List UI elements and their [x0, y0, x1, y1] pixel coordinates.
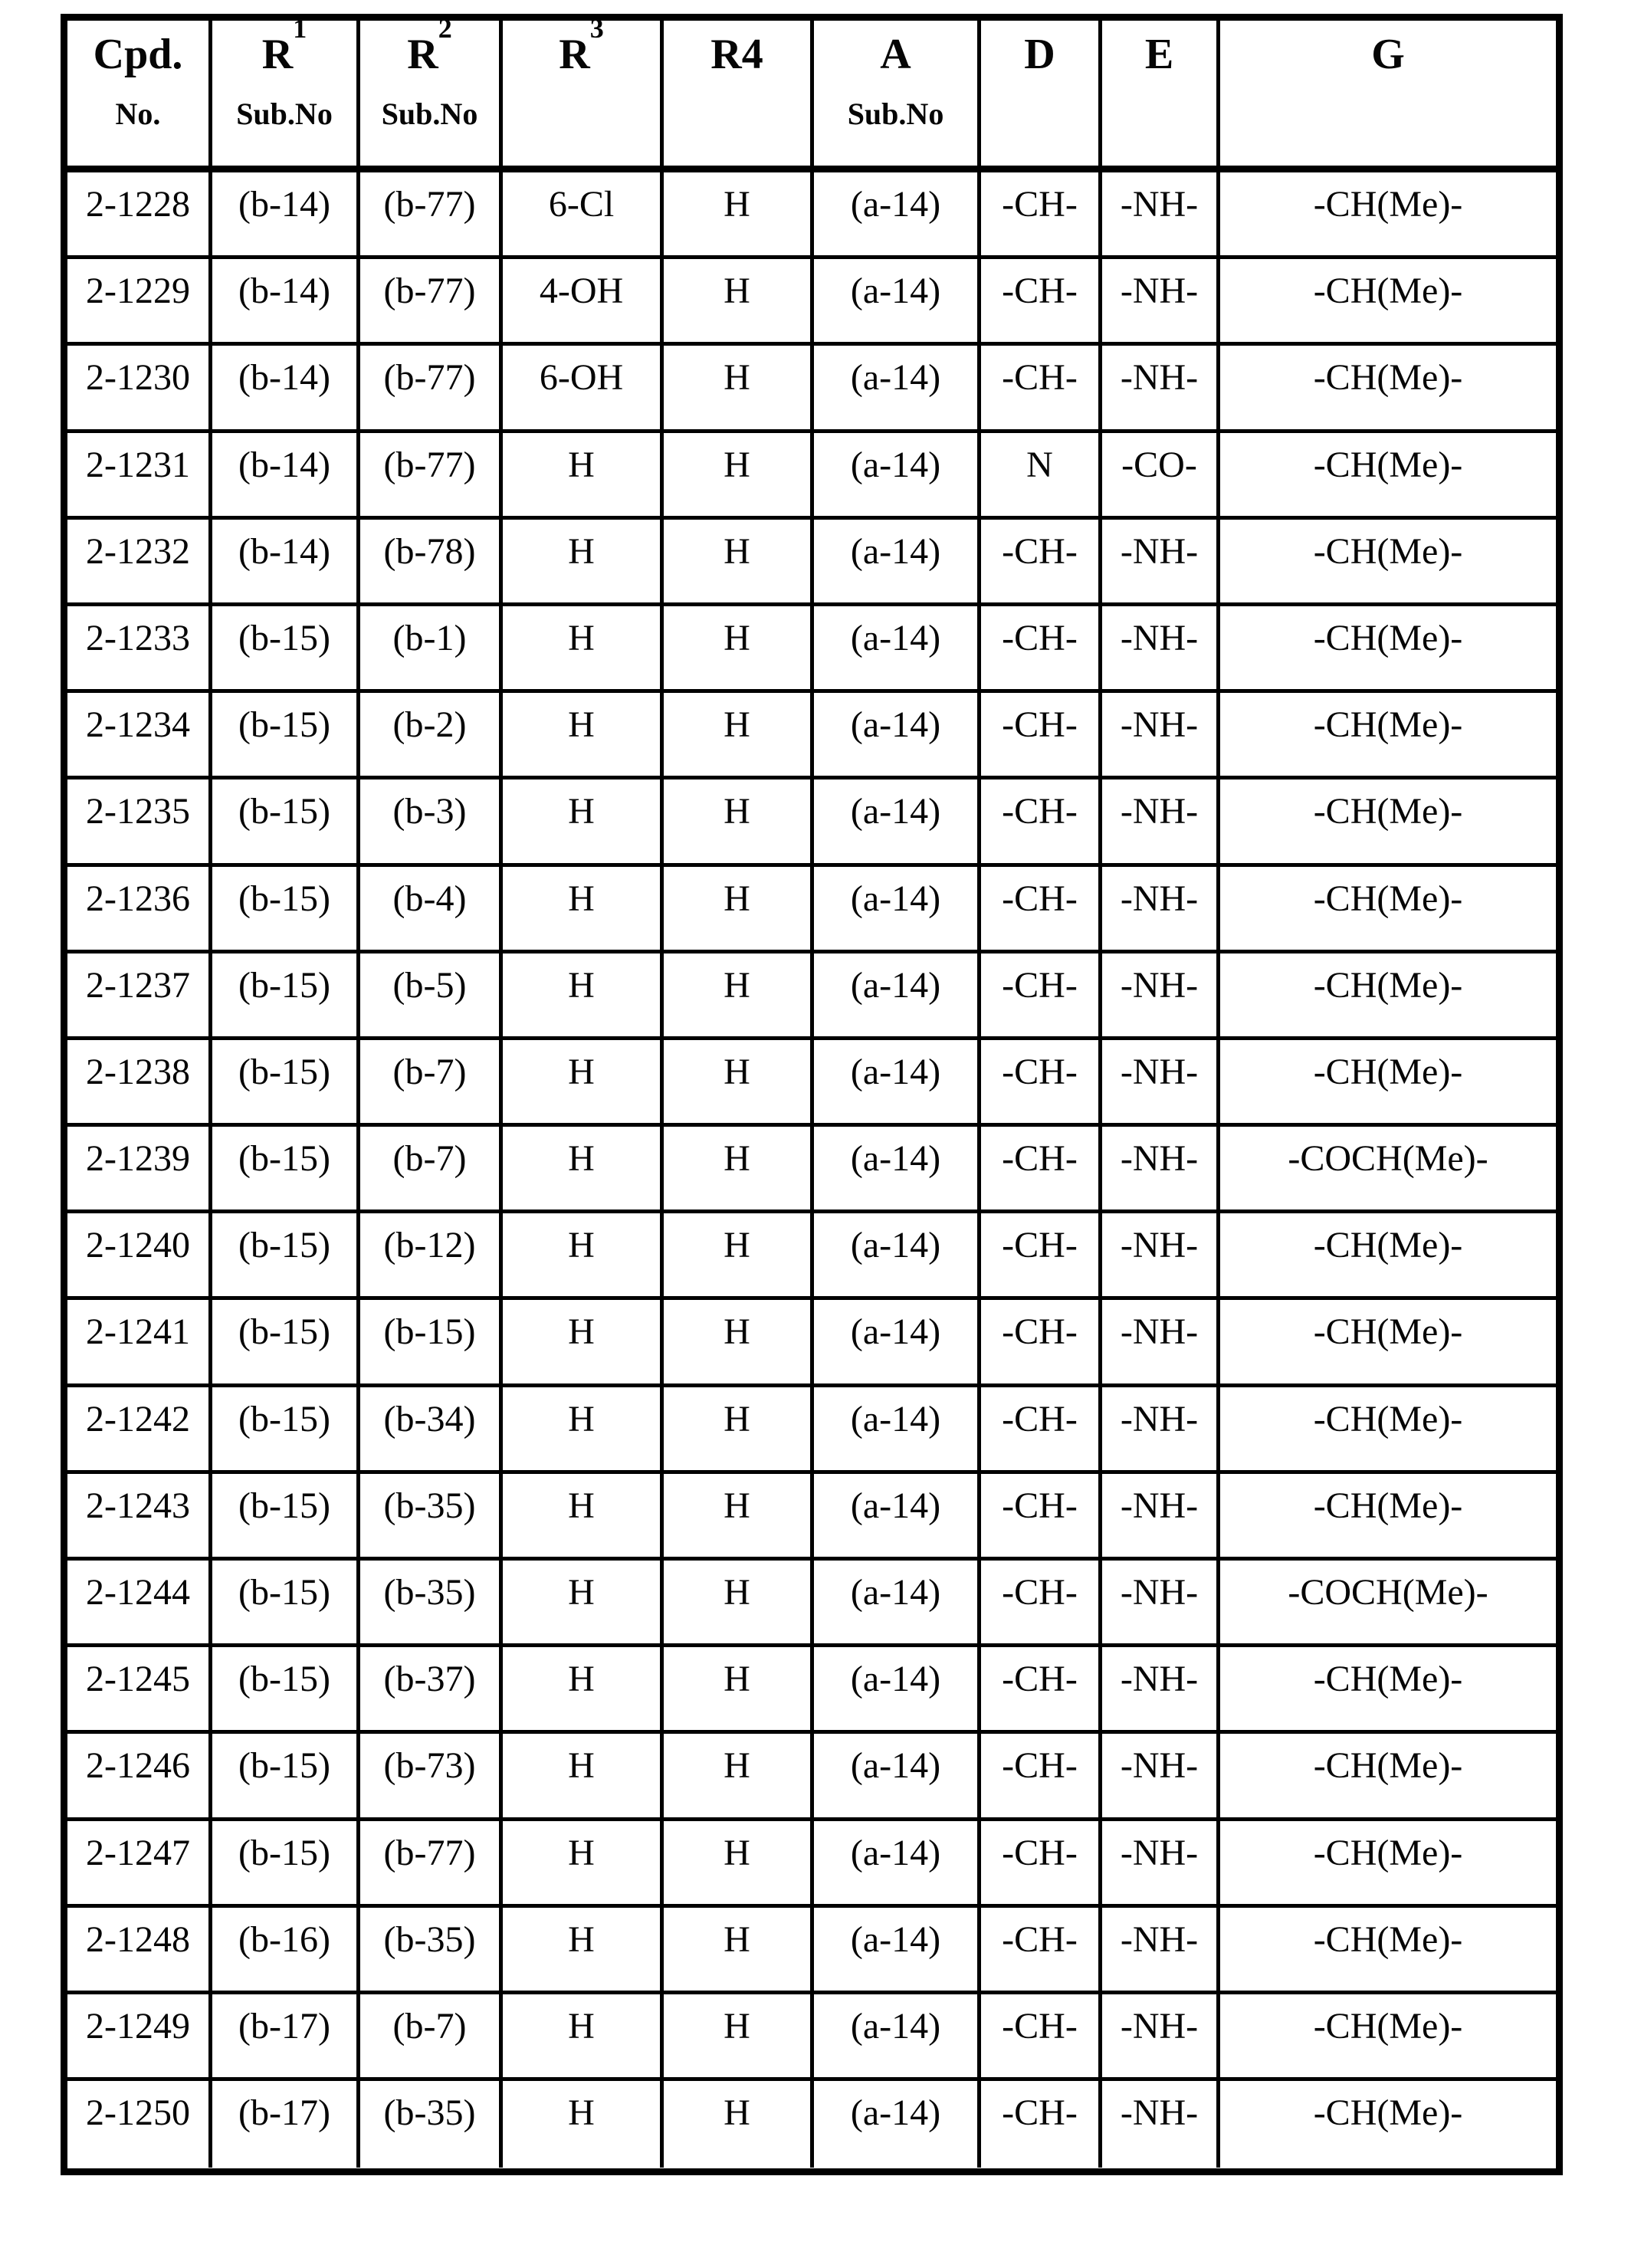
cell-a-sub-no: (a-14): [814, 433, 981, 516]
cell-cpd-no: 2-1246: [67, 1734, 212, 1817]
cell-g: -CH(Me)-: [1313, 1225, 1463, 1266]
cell-a-sub-no: (a-14): [814, 1561, 981, 1643]
cell-e: -NH-: [1102, 1908, 1220, 1991]
cell-cpd-no: 2-1241: [67, 1300, 212, 1383]
cell-r2-sub-no: (b-77): [360, 172, 503, 255]
cell-r1-sub-no: (b-17): [212, 1994, 360, 2077]
cell-r4: H: [664, 1821, 814, 1904]
cell-r1-sub-no: (b-15): [212, 1213, 360, 1296]
header-cpd-line1: Cpd.: [93, 31, 183, 78]
cell-r1-sub-no: (b-14): [212, 346, 360, 428]
table-row: [67, 1561, 1556, 1647]
cell-r4: H: [664, 953, 814, 1036]
cell-r1-sub-no: (b-17): [212, 2081, 360, 2168]
cell-g: -CH(Me)-: [1313, 791, 1463, 832]
cell-r3: H: [503, 1474, 664, 1557]
cell-r1-sub-no: (b-15): [212, 1561, 360, 1643]
cell-r2-sub-no: (b-5): [360, 953, 503, 1036]
cell-cpd-no: 2-1249: [67, 1994, 212, 2077]
cell-g: -CH(Me)-: [1313, 530, 1463, 572]
cell-r4: H: [664, 172, 814, 255]
cell-cpd-no: 2-1238: [67, 1040, 212, 1123]
cell-cpd-no: 2-1240: [67, 1213, 212, 1296]
cell-e: -NH-: [1102, 606, 1220, 689]
cell-r3: H: [503, 953, 664, 1036]
table-row: [67, 1300, 1556, 1387]
cell-r2-sub-no: (b-78): [360, 520, 503, 602]
cell-a-sub-no: (a-14): [814, 1994, 981, 2077]
cell-r1-sub-no: (b-15): [212, 1734, 360, 1817]
cell-cpd-no: 2-1247: [67, 1821, 212, 1904]
cell-cpd-no: 2-1244: [67, 1561, 212, 1643]
compound-table: [61, 14, 1563, 2175]
cell-g: -CH(Me)-: [1313, 1051, 1463, 1092]
cell-r4: H: [664, 1040, 814, 1123]
cell-d: -CH-: [981, 693, 1102, 776]
superscript: 2: [438, 13, 452, 44]
cell-a-sub-no: (a-14): [814, 1821, 981, 1904]
cell-r4: H: [664, 520, 814, 602]
cell-d: -CH-: [981, 2081, 1102, 2168]
header-cpd-line2: No.: [115, 97, 161, 131]
cell-a-sub-no: (a-14): [814, 1127, 981, 1209]
cell-cpd-no: 2-1231: [67, 433, 212, 516]
cell-cpd-no: 2-1239: [67, 1127, 212, 1209]
cell-cpd-no: 2-1245: [67, 1647, 212, 1730]
table-row: [67, 520, 1556, 606]
cell-r4: H: [664, 1994, 814, 2077]
cell-r1-sub-no: (b-15): [212, 780, 360, 862]
header-g-line1: G: [1371, 31, 1405, 78]
cell-g: -CH(Me)-: [1313, 878, 1463, 919]
table-row: [67, 259, 1556, 346]
table-row: [67, 1040, 1556, 1127]
header-r3-line1: $R^3$: [559, 13, 604, 78]
header-cell-cpd-no: [67, 21, 212, 166]
cell-r2-sub-no: (b-34): [360, 1387, 503, 1470]
cell-e: -NH-: [1102, 1040, 1220, 1123]
cell-r3: 6-Cl: [503, 172, 664, 255]
cell-e: -NH-: [1102, 780, 1220, 862]
table-row: [67, 1387, 1556, 1474]
cell-r1-sub-no: (b-15): [212, 1387, 360, 1470]
cell-a-sub-no: (a-14): [814, 693, 981, 776]
cell-g: -CH(Me)-: [1313, 2005, 1463, 2046]
cell-d: -CH-: [981, 867, 1102, 950]
cell-a-sub-no: (a-14): [814, 1647, 981, 1730]
header-cell-r4: [664, 21, 814, 166]
header-a-line1: A: [880, 31, 911, 78]
cell-d: -CH-: [981, 1127, 1102, 1209]
cell-d: -CH-: [981, 259, 1102, 342]
cell-r1-sub-no: (b-16): [212, 1908, 360, 1991]
superscript: 3: [589, 13, 604, 44]
table-body: [67, 172, 1556, 2168]
cell-cpd-no: 2-1229: [67, 259, 212, 342]
cell-e: -NH-: [1102, 520, 1220, 602]
cell-r1-sub-no: (b-15): [212, 1647, 360, 1730]
cell-d: -CH-: [981, 1821, 1102, 1904]
table-row: [67, 346, 1556, 432]
cell-r3: H: [503, 1908, 664, 1991]
cell-r2-sub-no: (b-77): [360, 259, 503, 342]
cell-r2-sub-no: (b-12): [360, 1213, 503, 1296]
cell-g: -CH(Me)-: [1313, 357, 1463, 399]
table-row: [67, 1994, 1556, 2081]
cell-cpd-no: 2-1232: [67, 520, 212, 602]
cell-g: -CH(Me)-: [1313, 1832, 1463, 1873]
header-cell-g: [1220, 21, 1556, 166]
cell-e: -NH-: [1102, 1734, 1220, 1817]
cell-a-sub-no: (a-14): [814, 346, 981, 428]
cell-g: -CH(Me)-: [1313, 1745, 1463, 1787]
cell-r2-sub-no: (b-35): [360, 2081, 503, 2168]
cell-r4: H: [664, 1387, 814, 1470]
cell-e: -NH-: [1102, 867, 1220, 950]
cell-d: -CH-: [981, 1734, 1102, 1817]
cell-d: -CH-: [981, 606, 1102, 689]
cell-r3: H: [503, 2081, 664, 2168]
header-cell-a: [814, 21, 981, 166]
cell-cpd-no: 2-1233: [67, 606, 212, 689]
cell-g: -CH(Me)-: [1313, 704, 1463, 746]
cell-r4: H: [664, 1647, 814, 1730]
cell-e: -NH-: [1102, 346, 1220, 428]
cell-r3: H: [503, 1734, 664, 1817]
header-e-line1: E: [1144, 31, 1174, 78]
cell-e: -NH-: [1102, 172, 1220, 255]
table-row: [67, 606, 1556, 693]
cell-a-sub-no: (a-14): [814, 953, 981, 1036]
cell-r4: H: [664, 1908, 814, 1991]
header-cell-r1: [212, 13, 360, 166]
cell-g: -CH(Me)-: [1313, 271, 1463, 312]
cell-a-sub-no: (a-14): [814, 1734, 981, 1817]
cell-r3: H: [503, 1213, 664, 1296]
cell-g: -CH(Me)-: [1313, 1398, 1463, 1439]
cell-d: -CH-: [981, 1561, 1102, 1643]
cell-e: -NH-: [1102, 953, 1220, 1036]
cell-e: -NH-: [1102, 1561, 1220, 1643]
cell-cpd-no: 2-1235: [67, 780, 212, 862]
cell-cpd-no: 2-1243: [67, 1474, 212, 1557]
cell-a-sub-no: (a-14): [814, 172, 981, 255]
header-r2-line2: Sub.No: [381, 97, 478, 131]
cell-e: -CO-: [1102, 433, 1220, 516]
cell-r4: H: [664, 1734, 814, 1817]
cell-a-sub-no: (a-14): [814, 2081, 981, 2168]
cell-g: -CH(Me)-: [1313, 2092, 1463, 2134]
cell-r2-sub-no: (b-77): [360, 1821, 503, 1904]
cell-r4: H: [664, 606, 814, 689]
header-r2-line1: $R^2$: [407, 13, 452, 78]
table-row: [67, 1127, 1556, 1213]
superscript: 1: [293, 13, 307, 44]
cell-d: -CH-: [981, 1908, 1102, 1991]
cell-cpd-no: 2-1242: [67, 1387, 212, 1470]
cell-d: -CH-: [981, 1994, 1102, 2077]
cell-r1-sub-no: (b-15): [212, 953, 360, 1036]
cell-r2-sub-no: (b-3): [360, 780, 503, 862]
cell-r3: H: [503, 1647, 664, 1730]
header-cell-r2: [360, 13, 503, 166]
header-a-line2: Sub.No: [847, 97, 944, 131]
cell-e: -NH-: [1102, 2081, 1220, 2168]
cell-a-sub-no: (a-14): [814, 1387, 981, 1470]
cell-g: -CH(Me)-: [1313, 1311, 1463, 1353]
cell-r3: H: [503, 780, 664, 862]
cell-e: -NH-: [1102, 1387, 1220, 1470]
cell-cpd-no: 2-1230: [67, 346, 212, 428]
cell-d: -CH-: [981, 520, 1102, 602]
cell-r2-sub-no: (b-37): [360, 1647, 503, 1730]
cell-e: -NH-: [1102, 1994, 1220, 2077]
cell-a-sub-no: (a-14): [814, 259, 981, 342]
cell-r1-sub-no: (b-15): [212, 1127, 360, 1209]
table-row: [67, 172, 1556, 259]
header-r4-line1: R4: [710, 31, 763, 78]
cell-d: -CH-: [981, 346, 1102, 428]
cell-g: -COCH(Me)-: [1288, 1572, 1488, 1613]
header-row: [67, 13, 1556, 172]
cell-cpd-no: 2-1237: [67, 953, 212, 1036]
cell-r2-sub-no: (b-77): [360, 433, 503, 516]
cell-r3: H: [503, 1040, 664, 1123]
cell-r1-sub-no: (b-14): [212, 520, 360, 602]
cell-g: -CH(Me)-: [1313, 444, 1463, 485]
cell-a-sub-no: (a-14): [814, 780, 981, 862]
cell-r1-sub-no: (b-15): [212, 1474, 360, 1557]
cell-a-sub-no: (a-14): [814, 1040, 981, 1123]
table-row: [67, 433, 1556, 520]
cell-r4: H: [664, 1213, 814, 1296]
table-row: [67, 693, 1556, 780]
cell-r4: H: [664, 433, 814, 516]
cell-r2-sub-no: (b-7): [360, 1994, 503, 2077]
table-row: [67, 867, 1556, 953]
table-row: [67, 1647, 1556, 1734]
cell-cpd-no: 2-1250: [67, 2081, 212, 2168]
cell-d: -CH-: [981, 953, 1102, 1036]
cell-r1-sub-no: (b-14): [212, 172, 360, 255]
cell-r3: H: [503, 1127, 664, 1209]
cell-r2-sub-no: (b-35): [360, 1474, 503, 1557]
cell-r4: H: [664, 259, 814, 342]
table-row: [67, 1474, 1556, 1561]
cell-d: -CH-: [981, 1300, 1102, 1383]
cell-r4: H: [664, 1561, 814, 1643]
cell-e: -NH-: [1102, 1127, 1220, 1209]
cell-cpd-no: 2-1234: [67, 693, 212, 776]
cell-r3: H: [503, 693, 664, 776]
cell-r4: H: [664, 867, 814, 950]
cell-a-sub-no: (a-14): [814, 606, 981, 689]
cell-g: -CH(Me)-: [1313, 964, 1463, 1006]
cell-r1-sub-no: (b-14): [212, 259, 360, 342]
cell-r2-sub-no: (b-2): [360, 693, 503, 776]
cell-r1-sub-no: (b-15): [212, 867, 360, 950]
cell-cpd-no: 2-1228: [67, 172, 212, 255]
cell-r3: H: [503, 1561, 664, 1643]
cell-g: -CH(Me)-: [1313, 184, 1463, 225]
cell-r4: H: [664, 2081, 814, 2168]
header-cell-r3: [503, 13, 664, 166]
cell-a-sub-no: (a-14): [814, 1474, 981, 1557]
cell-a-sub-no: (a-14): [814, 520, 981, 602]
cell-r1-sub-no: (b-15): [212, 606, 360, 689]
cell-r2-sub-no: (b-1): [360, 606, 503, 689]
cell-r3: H: [503, 606, 664, 689]
cell-a-sub-no: (a-14): [814, 1908, 981, 1991]
cell-r1-sub-no: (b-15): [212, 693, 360, 776]
cell-g: -CH(Me)-: [1313, 1659, 1463, 1700]
cell-r4: H: [664, 1300, 814, 1383]
cell-g: -COCH(Me)-: [1288, 1138, 1488, 1180]
cell-r4: H: [664, 780, 814, 862]
table-row: [67, 1213, 1556, 1300]
header-cell-d: [981, 21, 1102, 166]
cell-e: -NH-: [1102, 259, 1220, 342]
cell-r3: H: [503, 433, 664, 516]
cell-r1-sub-no: (b-14): [212, 433, 360, 516]
cell-e: -NH-: [1102, 1213, 1220, 1296]
cell-r3: 6-OH: [503, 346, 664, 428]
cell-d: -CH-: [981, 1387, 1102, 1470]
cell-g: -CH(Me)-: [1313, 1485, 1463, 1526]
header-r1-line1: $R^1$: [261, 13, 307, 78]
cell-e: -NH-: [1102, 1300, 1220, 1383]
cell-r4: H: [664, 1127, 814, 1209]
cell-a-sub-no: (a-14): [814, 1213, 981, 1296]
cell-e: -NH-: [1102, 1821, 1220, 1904]
cell-r2-sub-no: (b-77): [360, 346, 503, 428]
cell-r1-sub-no: (b-15): [212, 1300, 360, 1383]
cell-a-sub-no: (a-14): [814, 867, 981, 950]
table-row: [67, 780, 1556, 866]
table-row: [67, 1734, 1556, 1820]
table-row: [67, 953, 1556, 1040]
cell-r3: H: [503, 1994, 664, 2077]
cell-d: -CH-: [981, 1474, 1102, 1557]
cell-r2-sub-no: (b-4): [360, 867, 503, 950]
cell-g: -CH(Me)-: [1313, 1918, 1463, 1960]
cell-r1-sub-no: (b-15): [212, 1040, 360, 1123]
cell-d: N: [981, 433, 1102, 516]
cell-a-sub-no: (a-14): [814, 1300, 981, 1383]
cell-cpd-no: 2-1248: [67, 1908, 212, 1991]
cell-g: -CH(Me)-: [1313, 617, 1463, 658]
cell-r3: H: [503, 867, 664, 950]
cell-d: -CH-: [981, 1647, 1102, 1730]
cell-d: -CH-: [981, 172, 1102, 255]
header-cell-e: [1102, 21, 1220, 166]
cell-r1-sub-no: (b-15): [212, 1821, 360, 1904]
cell-r3: H: [503, 520, 664, 602]
cell-d: -CH-: [981, 780, 1102, 862]
table-row: [67, 1821, 1556, 1908]
cell-r3: H: [503, 1821, 664, 1904]
table-row: [67, 1908, 1556, 1994]
table-row: [67, 2081, 1556, 2168]
cell-cpd-no: 2-1236: [67, 867, 212, 950]
header-d-line1: D: [1024, 31, 1055, 78]
cell-e: -NH-: [1102, 1474, 1220, 1557]
cell-r3: H: [503, 1300, 664, 1383]
cell-d: -CH-: [981, 1040, 1102, 1123]
cell-r3: H: [503, 1387, 664, 1470]
cell-r4: H: [664, 693, 814, 776]
cell-r2-sub-no: (b-35): [360, 1561, 503, 1643]
cell-r4: H: [664, 346, 814, 428]
header-r1-line2: Sub.No: [236, 97, 333, 131]
cell-r2-sub-no: (b-35): [360, 1908, 503, 1991]
cell-r2-sub-no: (b-7): [360, 1127, 503, 1209]
cell-r3: 4-OH: [503, 259, 664, 342]
cell-r2-sub-no: (b-7): [360, 1040, 503, 1123]
cell-r2-sub-no: (b-15): [360, 1300, 503, 1383]
cell-r4: H: [664, 1474, 814, 1557]
cell-e: -NH-: [1102, 1647, 1220, 1730]
cell-d: -CH-: [981, 1213, 1102, 1296]
cell-r2-sub-no: (b-73): [360, 1734, 503, 1817]
cell-e: -NH-: [1102, 693, 1220, 776]
